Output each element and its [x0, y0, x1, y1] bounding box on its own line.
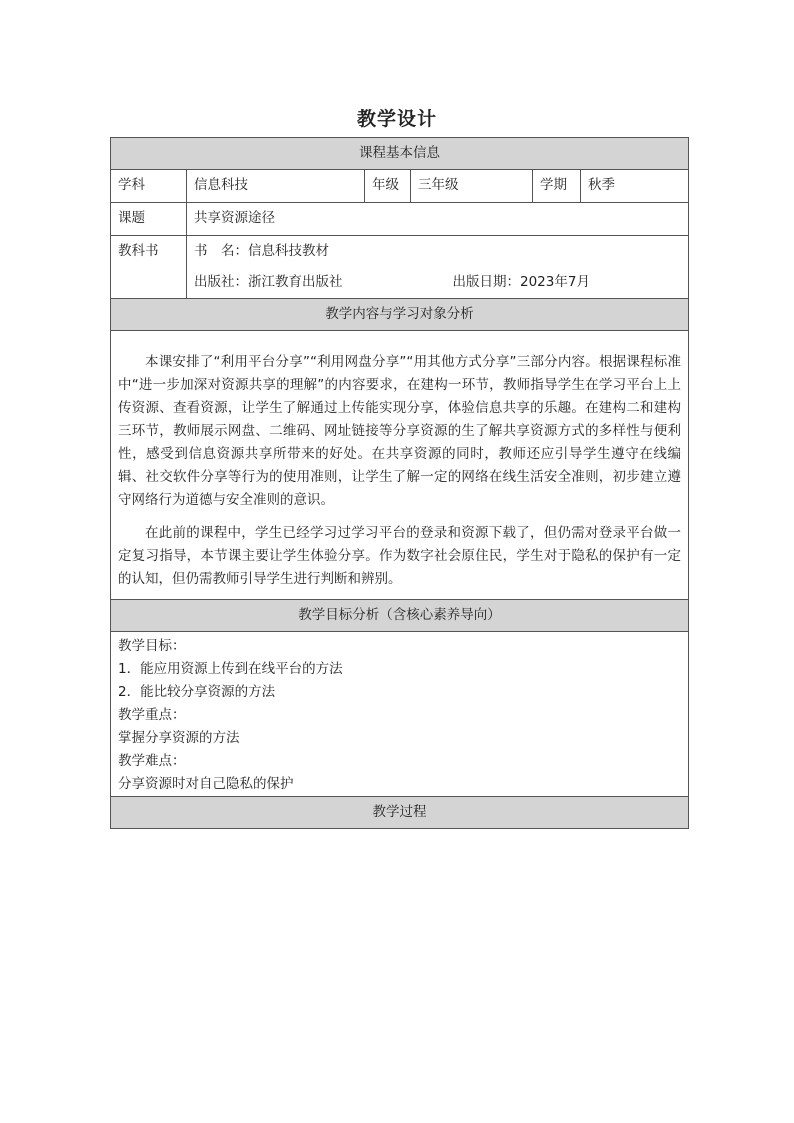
goals-label: 教学目标： — [118, 638, 186, 654]
difficulty-label: 教学难点： — [118, 753, 186, 769]
term-label: 学期 — [533, 170, 581, 203]
publish-date: 出版日期：2023年7月 — [452, 273, 590, 290]
content-paragraph-1: 本课安排了“利用平台分享”“利用网盘分享”“用其他方式分享”三部分内容。根据课程标准中“进一步加深对资源共享的理解”的内容要求，在建构一环节，教师指导学生在学习平台上上传资源、查看资源，让学生了解通过上传能实现分享，体验信息共享的乐趣。在建构二和建构三环节，教师展示网盘、二维码、网址链接等分享资源的生了解共享资源方式的多样性与便利性，感受到信息资源共享所带来的好处。在共享资源的同时，教师还应引导学生遵守在线编辑、社交软件分享等行为的使用准则，让学生了解一定的网络在线生活安全准则，初步建立遵守网络行为道德与安全准则的意识。 — [118, 354, 681, 508]
content-paragraph-2: 在此前的课程中，学生已经学习过学习平台的登录和资源下载了，但仍需对登录平台做一定复习指导，本节课主要让学生体验分享。作为数字社会原住民，学生对于隐私的保护有一定的认知，但仍需教师引导学生进行判断和辨别。 — [118, 525, 681, 587]
subject-row — [111, 170, 689, 203]
objectives-body — [111, 632, 689, 797]
difficulty-point: 分享资源时对自己隐私的保护 — [118, 776, 294, 792]
goal-item-2: 2．能比较分享资源的方法 — [118, 684, 276, 700]
grade-label: 年级 — [365, 170, 411, 203]
objectives-header: 教学目标分析（含核心素养导向） — [111, 600, 689, 632]
key-point: 掌握分享资源的方法 — [118, 730, 240, 746]
document-title: 教学设计 — [356, 108, 437, 130]
content-analysis-body — [111, 331, 689, 600]
grade-value: 三年级 — [411, 170, 533, 203]
subject-value: 信息科技 — [187, 170, 365, 203]
topic-row — [111, 203, 689, 236]
basic-info-header: 课程基本信息 — [111, 138, 689, 170]
topic-label: 课题 — [111, 203, 187, 236]
key-point-label: 教学重点： — [118, 707, 186, 723]
textbook-info — [187, 236, 689, 299]
textbook-label: 教科书 — [111, 236, 187, 299]
lesson-plan-table — [110, 137, 689, 829]
book-name-line — [187, 236, 688, 267]
book-name: 书 名：信息科技教材 — [194, 242, 329, 259]
content-analysis-header: 教学内容与学习对象分析 — [111, 299, 689, 331]
goal-item-1: 1．能应用资源上传到在线平台的方法 — [118, 661, 343, 677]
subject-label: 学科 — [111, 170, 187, 203]
publisher: 出版社：浙江教育出版社 — [194, 273, 343, 290]
topic-value: 共享资源途径 — [187, 203, 689, 236]
publisher-line — [187, 267, 688, 298]
term-value: 秋季 — [581, 170, 689, 203]
process-header: 教学过程 — [111, 797, 689, 829]
textbook-row — [111, 236, 689, 299]
